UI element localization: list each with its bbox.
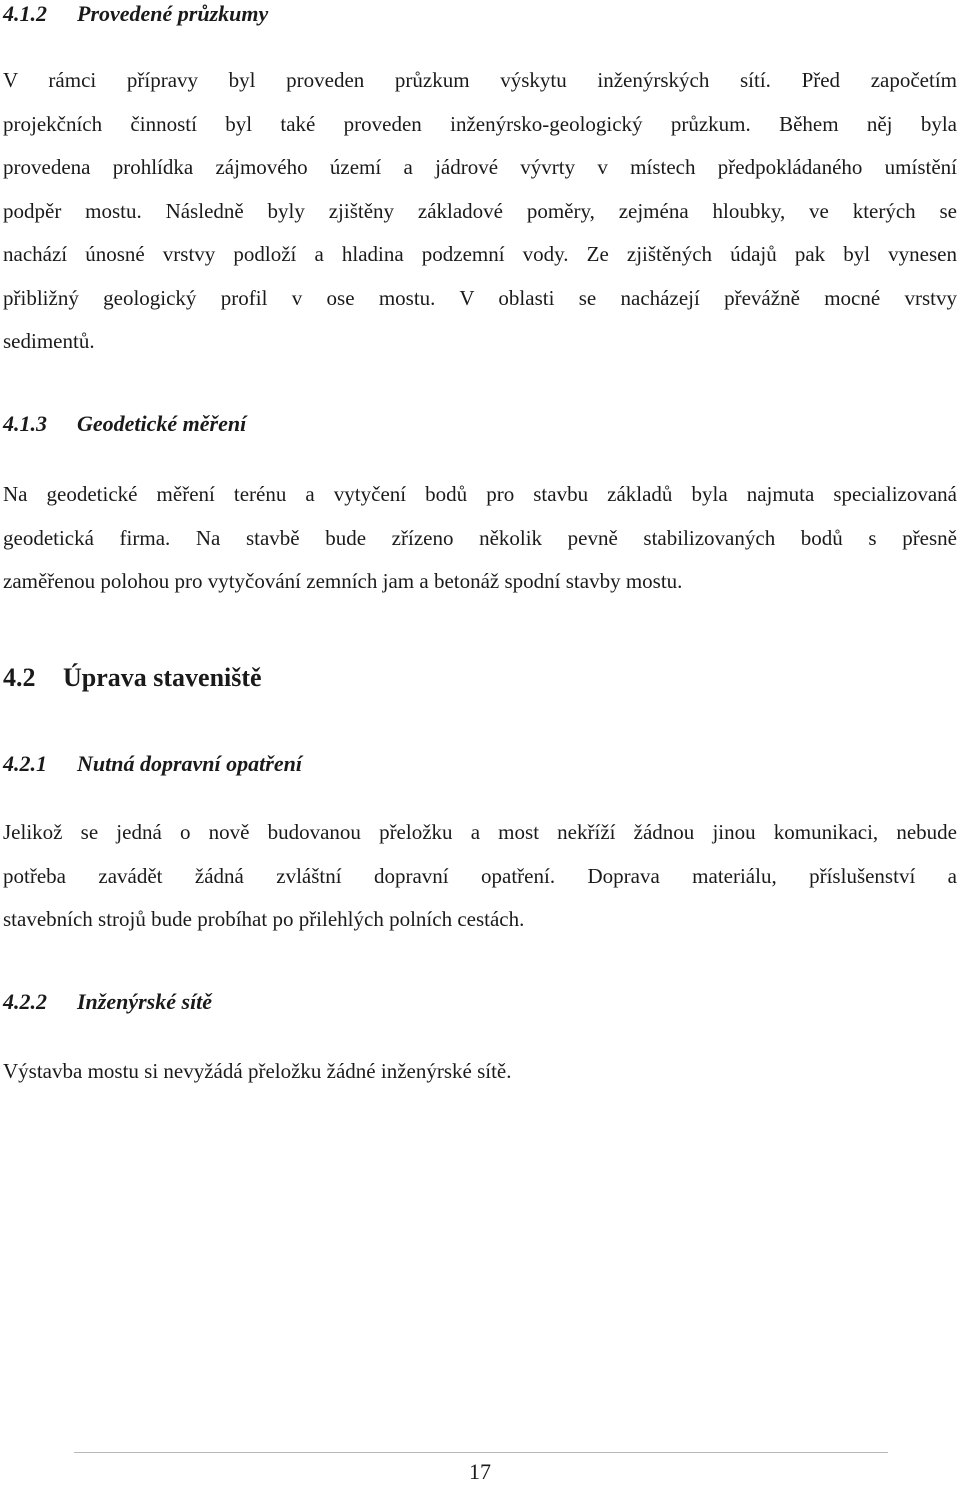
section-number: 4.2 — [3, 663, 36, 692]
section-title: Úprava staveniště — [63, 663, 262, 692]
text-line: přibližný geologický profil v ose mostu. V oblasti se nacházejí převážně mocné vrstvy — [3, 285, 957, 310]
heading-4-2-1 — [3, 750, 302, 778]
paragraph-provedene-pruzkumy — [3, 59, 957, 364]
heading-4-2-2 — [3, 988, 212, 1016]
paragraph-nutna-dopravni-opatreni — [3, 811, 957, 942]
text-line: podpěr mostu. Následně byly zjištěny základové poměry, zejména hloubky, ve kterých se — [3, 198, 957, 223]
heading-4-1-3 — [3, 410, 246, 438]
text-line: stavebních strojů bude probíhat po přilehlých polních cestách. — [3, 907, 525, 931]
heading-4-1-2 — [3, 0, 268, 28]
text-line: Jelikož se jedná o nově budovanou přeložku a most nekříží žádnou jinou komunikaci, nebude — [3, 820, 957, 844]
page-number: 17 — [469, 1459, 491, 1484]
text-line: Výstavba mostu si nevyžádá přeložku žádné inženýrské sítě. — [3, 1059, 512, 1083]
text-line: V rámci přípravy byl proveden průzkum výskytu inženýrských sítí. Před započetím — [3, 68, 957, 92]
heading-4-2 — [3, 662, 262, 694]
text-line: Na geodetické měření terénu a vytyčení bodů pro stavbu základů byla najmuta specializovaná — [3, 482, 957, 506]
section-title: Inženýrské sítě — [77, 989, 213, 1014]
paragraph-geodeticke-mereni — [3, 473, 957, 604]
text-line: projekčních činností byl také proveden inženýrsko-geologický průzkum. Během něj byla — [3, 111, 957, 136]
text-line: provedena prohlídka zájmového území a jádrové vývrty v místech předpokládaného umístění — [3, 155, 957, 179]
text-line: nachází únosné vrstvy podloží a hladina podzemní vody. Ze zjištěných údajů pak byl vynesen — [3, 242, 957, 266]
text-line: zaměřenou polohou pro vytyčování zemních jam a betonáž spodní stavby mostu. — [3, 569, 683, 593]
section-title: Geodetické měření — [77, 411, 247, 436]
paragraph-inzenyrske-site — [3, 1050, 957, 1094]
text-line: geodetická firma. Na stavbě bude zřízeno několik pevně stabilizovaných bodů s přesně — [3, 525, 957, 550]
footer-divider — [74, 1452, 888, 1453]
section-title: Provedené průzkumy — [77, 1, 269, 26]
section-number: 4.1.3 — [3, 411, 47, 436]
section-title: Nutná dopravní opatření — [77, 751, 302, 776]
section-number: 4.1.2 — [3, 1, 47, 26]
text-line: sedimentů. — [3, 329, 95, 353]
text-line: potřeba zavádět žádná zvláštní dopravní opatření. Doprava materiálu, příslušenství a — [3, 863, 957, 888]
section-number: 4.2.2 — [3, 989, 47, 1014]
section-number: 4.2.1 — [3, 751, 47, 776]
